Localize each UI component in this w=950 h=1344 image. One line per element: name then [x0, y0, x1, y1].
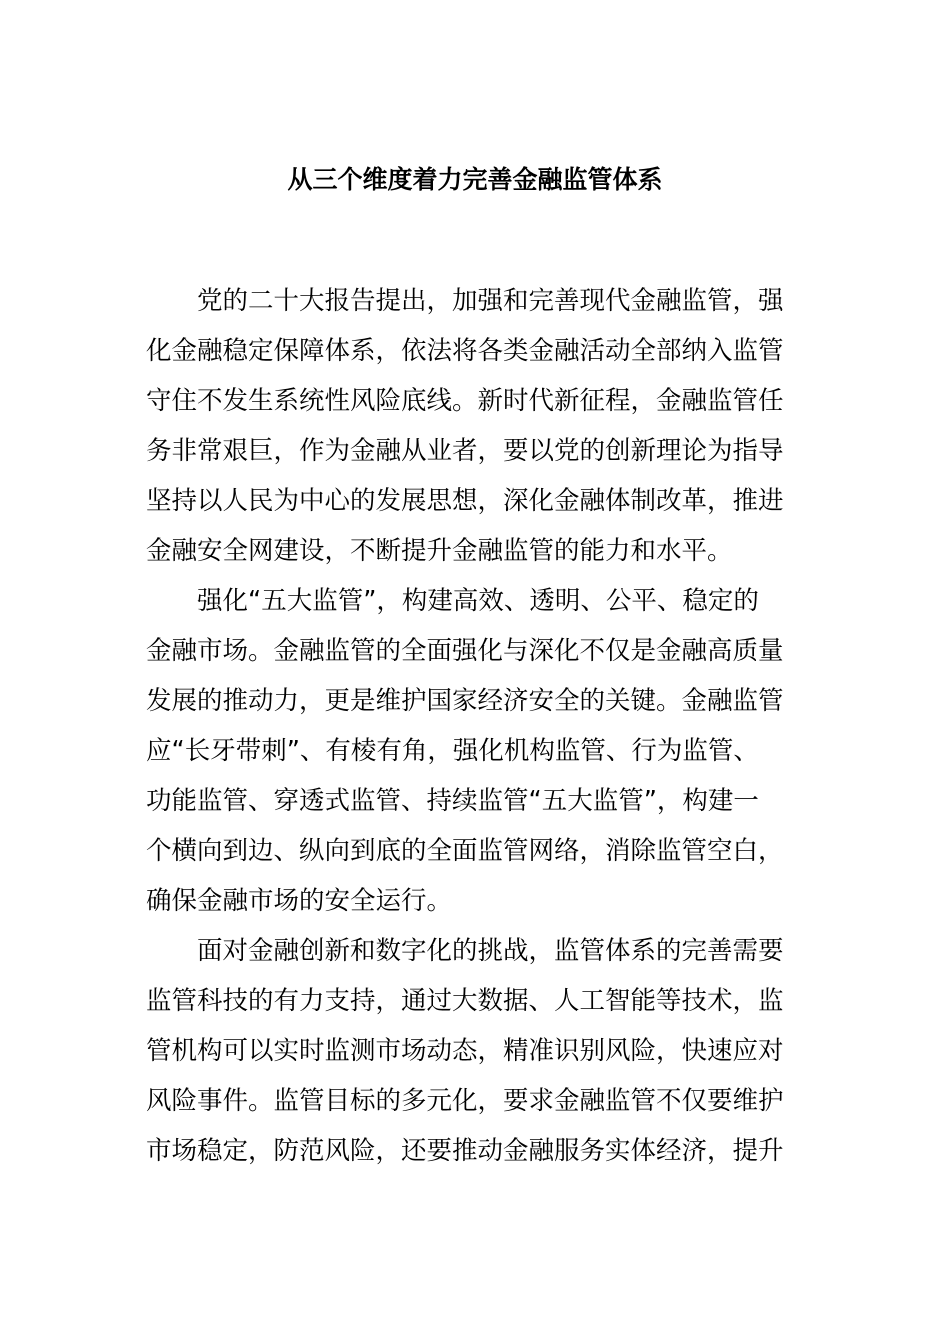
paragraph-line: 金融安全网建设，不断提升金融监管的能力和水平。	[146, 536, 733, 566]
paragraph-line: 确保金融市场的安全运行。	[146, 886, 453, 916]
paragraph-line: 应“长牙带刺”、有棱有角，强化机构监管、行为监管、	[146, 736, 759, 766]
paragraph-2	[146, 576, 810, 926]
paragraph-line: 市场稳定，防范风险，还要推动金融服务实体经济，提升	[146, 1136, 784, 1166]
paragraph-line: 务非常艰巨，作为金融从业者，要以党的创新理论为指导	[146, 436, 784, 466]
document-title: 从三个维度着力完善金融监管体系	[287, 165, 663, 194]
paragraph-line: 监管科技的有力支持，通过大数据、人工智能等技术，监	[146, 986, 784, 1016]
paragraph-1	[146, 276, 810, 576]
paragraph-line: 金融市场。金融监管的全面强化与深化不仅是金融高质量	[146, 636, 784, 666]
paragraph-line: 党的二十大报告提出，加强和完善现代金融监管，强	[197, 286, 784, 316]
paragraph-line: 风险事件。监管目标的多元化，要求金融监管不仅要维护	[146, 1086, 784, 1116]
paragraph-line: 强化“五大监管”，构建高效、透明、公平、稳定的	[197, 586, 759, 616]
paragraph-line: 个横向到边、纵向到底的全面监管网络，消除监管空白，	[146, 836, 784, 866]
paragraph-line: 守住不发生系统性风险底线。新时代新征程，金融监管任	[146, 386, 784, 416]
document-body	[146, 276, 810, 1176]
paragraph-line: 发展的推动力，更是维护国家经济安全的关键。金融监管	[146, 686, 784, 716]
paragraph-line: 化金融稳定保障体系，依法将各类金融活动全部纳入监管	[146, 336, 784, 366]
paragraph-line: 面对金融创新和数字化的挑战，监管体系的完善需要	[197, 936, 784, 966]
paragraph-line: 管机构可以实时监测市场动态，精准识别风险，快速应对	[146, 1036, 784, 1066]
paragraph-3	[146, 926, 810, 1176]
paragraph-line: 功能监管、穿透式监管、持续监管“五大监管”，构建一	[146, 786, 759, 816]
paragraph-line: 坚持以人民为中心的发展思想，深化金融体制改革，推进	[146, 486, 784, 516]
